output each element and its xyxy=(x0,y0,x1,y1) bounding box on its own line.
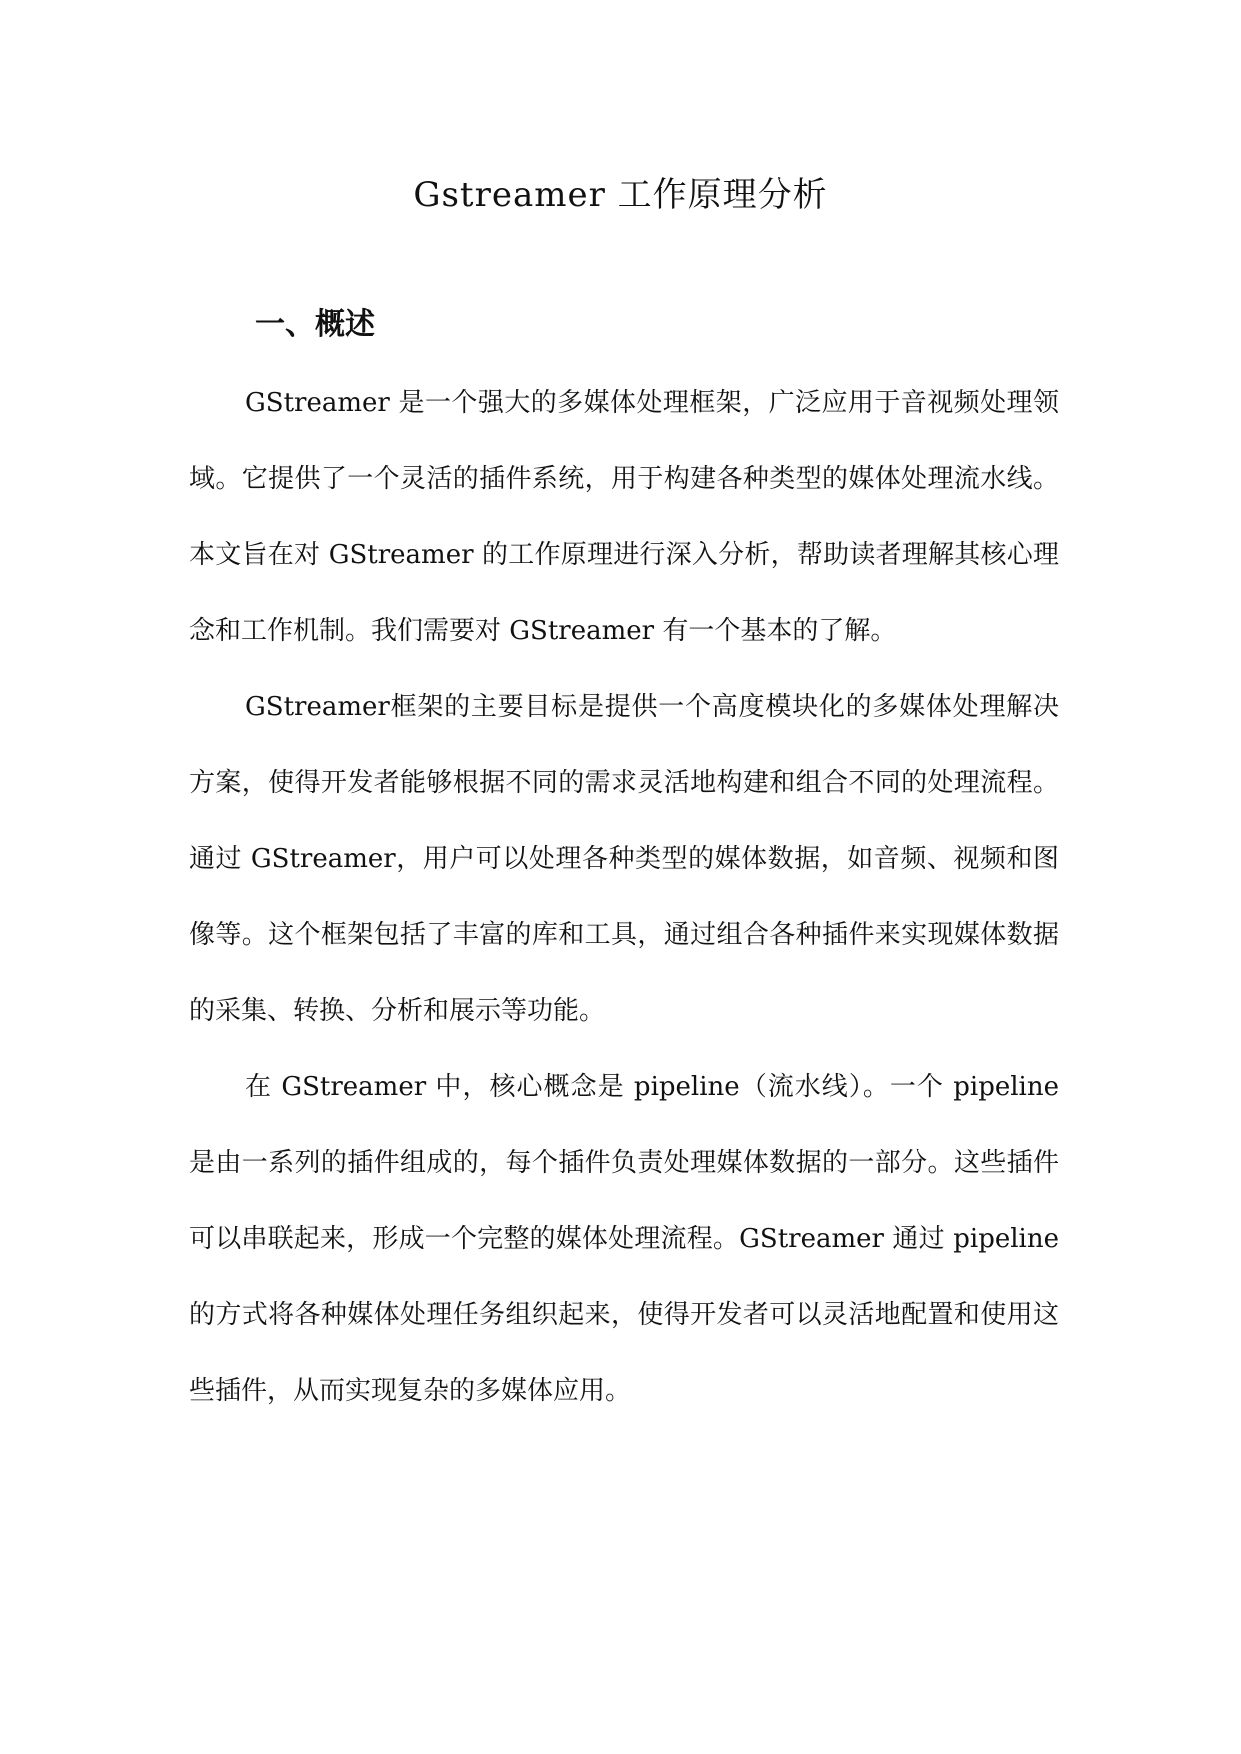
document-body xyxy=(189,365,1059,1429)
section-heading-overview: 一、概述 xyxy=(255,306,375,342)
paragraph-framework-goals: GStreamer框架的主要目标是提供一个高度模块化的多媒体处理解决方案，使得开发者能够根据不同的需求灵活地构建和组合不同的处理流程。通过 GStreamer，用户可以处理各种类型的媒体数据，如音频、视频和图像等。这个框架包括了丰富的库和工具，通过组合各种插件来实现媒体数据的采集、转换、分析和展示等功能。 xyxy=(189,692,1059,1026)
document-title: Gstreamer 工作原理分析 xyxy=(413,174,828,215)
paragraph-pipeline-concept: 在 GStreamer 中，核心概念是 pipeline（流水线）。一个 pipeline 是由一系列的插件组成的，每个插件负责处理媒体数据的一部分。这些插件可以串联起来，形成一个完整的媒体处理流程。GStreamer 通过 pipeline 的方式将各种媒体处理任务组织起来，使得开发者可以灵活地配置和使用这些插件，从而实现复杂的多媒体应用。 xyxy=(189,1072,1059,1406)
paragraph-intro: GStreamer 是一个强大的多媒体处理框架，广泛应用于音视频处理领域。它提供了一个灵活的插件系统，用于构建各种类型的媒体处理流水线。本文旨在对 GStreamer 的工作原理进行深入分析，帮助读者理解其核心理念和工作机制。我们需要对 GStreamer 有一个基本的了解。 xyxy=(189,388,1059,646)
